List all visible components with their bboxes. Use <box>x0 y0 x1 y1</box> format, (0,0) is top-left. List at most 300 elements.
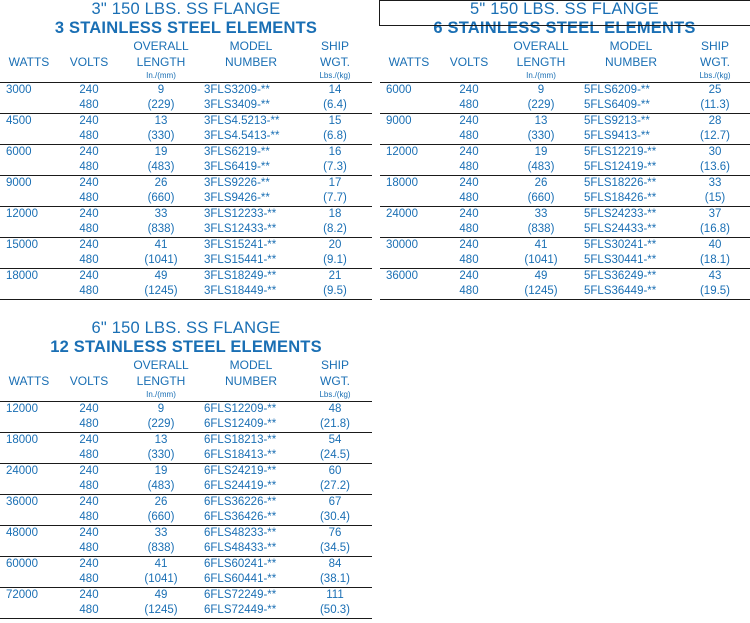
header-length-l1: OVERALL <box>133 358 189 372</box>
watt-group <box>380 207 750 238</box>
model-number-cell: 6FLS48433-** <box>204 542 277 554</box>
header-row <box>380 38 750 83</box>
volts-cell: 240 <box>459 239 479 251</box>
weight-cell: 15 <box>328 115 342 127</box>
weight-cell: (13.6) <box>699 161 731 173</box>
title-line-2: 6 STAINLESS STEEL ELEMENTS <box>433 19 696 37</box>
table-row <box>380 253 750 269</box>
weight-cell: 28 <box>708 115 722 127</box>
header-weight-l1: SHIP <box>320 39 349 53</box>
volts-cell: 480 <box>79 449 99 461</box>
table-row <box>380 222 750 238</box>
model-number-cell: 6FLS60241-** <box>204 558 277 570</box>
spec-table <box>0 38 372 300</box>
watt-group <box>0 176 372 207</box>
header-length-l2: LENGTH <box>136 55 186 69</box>
weight-cell: 37 <box>708 208 722 220</box>
model-number-cell: 6FLS36426-** <box>204 511 277 523</box>
volts-cell: 480 <box>459 99 479 111</box>
watts-cell <box>380 253 438 269</box>
length-cell: (483) <box>147 161 175 173</box>
weight-cell: (8.2) <box>323 223 347 235</box>
table-row <box>0 98 372 114</box>
flange-table-5in <box>380 0 749 300</box>
header-length <box>120 357 202 402</box>
length-cell: 26 <box>154 496 168 508</box>
weight-cell: 54 <box>328 434 342 446</box>
volts-cell: 240 <box>459 146 479 158</box>
table-row <box>0 207 372 223</box>
length-cell: 13 <box>154 115 168 127</box>
volts-cell: 480 <box>459 161 479 173</box>
weight-cell: (7.3) <box>323 161 347 173</box>
watts-cell <box>380 129 438 145</box>
spec-table <box>380 38 750 300</box>
model-number-cell: 5FLS30441-** <box>584 254 657 266</box>
header-weight <box>678 38 750 83</box>
weight-cell: 43 <box>708 270 722 282</box>
watts-cell: 12000 <box>6 208 38 220</box>
watt-group <box>0 402 372 433</box>
header-model <box>582 38 678 83</box>
model-number-cell: 5FLS9213-** <box>584 115 650 127</box>
weight-cell: 84 <box>328 558 342 570</box>
watts-cell: 24000 <box>386 208 418 220</box>
volts-cell: 240 <box>79 403 99 415</box>
model-number-cell: 3FLS9226-** <box>204 177 270 189</box>
title-line-1: 3" 150 LBS. SS FLANGE <box>91 0 281 18</box>
watts-cell: 9000 <box>386 115 412 127</box>
watt-group <box>380 238 750 269</box>
table-title <box>0 319 372 357</box>
watts-cell: 12000 <box>386 146 418 158</box>
length-cell: (1245) <box>524 285 558 297</box>
length-cell: 49 <box>154 589 168 601</box>
header-weight-unit: Lbs./(kg) <box>319 390 351 399</box>
watt-group <box>0 495 372 526</box>
table-row <box>0 160 372 176</box>
header-volts <box>438 38 500 83</box>
volts-cell: 480 <box>79 161 99 173</box>
watts-cell <box>0 284 58 300</box>
length-cell: (838) <box>147 542 175 554</box>
model-number-cell: 3FLS6419-** <box>204 161 270 173</box>
header-length-l1: OVERALL <box>513 39 569 53</box>
title-line-2: 12 STAINLESS STEEL ELEMENTS <box>50 338 322 356</box>
table-row <box>0 572 372 588</box>
model-number-cell: 3FLS12233-** <box>204 208 277 220</box>
volts-cell: 240 <box>459 84 479 96</box>
length-cell: (660) <box>147 511 175 523</box>
table-row <box>0 433 372 449</box>
weight-cell: (6.4) <box>323 99 347 111</box>
length-cell: 13 <box>154 434 168 446</box>
weight-cell: (9.5) <box>323 285 347 297</box>
model-number-cell: 6FLS24219-** <box>204 465 277 477</box>
watts-cell <box>0 541 58 557</box>
volts-cell: 240 <box>79 527 99 539</box>
table-row <box>0 588 372 604</box>
header-weight-unit: Lbs./(kg) <box>699 71 731 80</box>
volts-cell: 480 <box>79 254 99 266</box>
watts-cell <box>0 253 58 269</box>
table-row <box>0 191 372 207</box>
watt-group <box>0 83 372 114</box>
volts-cell: 240 <box>79 208 99 220</box>
table-row <box>0 83 372 99</box>
header-model <box>202 357 298 402</box>
header-model-l1: MODEL <box>229 358 273 372</box>
watts-cell: 18000 <box>6 434 38 446</box>
weight-cell: 18 <box>328 208 342 220</box>
weight-cell: (11.3) <box>700 99 730 111</box>
length-cell: 41 <box>534 239 548 251</box>
watts-cell: 36000 <box>386 270 418 282</box>
watts-cell <box>0 448 58 464</box>
watt-group <box>380 83 750 114</box>
header-weight-l2: WGT. <box>320 55 350 69</box>
flange-table-3in <box>0 0 372 300</box>
volts-cell: 240 <box>79 589 99 601</box>
volts-cell: 240 <box>79 146 99 158</box>
header-length-l1: OVERALL <box>133 39 189 53</box>
header-length-unit: In./(mm) <box>526 71 556 80</box>
table-row <box>0 222 372 238</box>
title-line-1: 6" 150 LBS. SS FLANGE <box>91 319 281 337</box>
volts-cell: 240 <box>459 208 479 220</box>
length-cell: 19 <box>534 146 548 158</box>
table-title <box>0 0 372 38</box>
weight-cell: (30.4) <box>319 511 351 523</box>
model-number-cell: 6FLS12209-** <box>204 403 277 415</box>
length-cell: 9 <box>537 84 545 96</box>
volts-cell: 240 <box>79 84 99 96</box>
header-watts-label: WATTS <box>8 374 50 388</box>
watts-cell: 18000 <box>6 270 38 282</box>
length-cell: (330) <box>527 130 555 142</box>
header-model-l2: NUMBER <box>224 374 277 388</box>
model-number-cell: 6FLS48233-** <box>204 527 277 539</box>
length-cell: 33 <box>534 208 548 220</box>
volts-cell: 480 <box>79 573 99 585</box>
length-cell: (330) <box>147 130 175 142</box>
volts-cell: 240 <box>459 177 479 189</box>
table-row <box>380 284 750 300</box>
watts-cell: 9000 <box>6 177 32 189</box>
weight-cell: 14 <box>328 84 342 96</box>
header-volts-label: VOLTS <box>69 55 109 69</box>
model-number-cell: 5FLS6209-** <box>584 84 650 96</box>
table-row <box>0 145 372 161</box>
length-cell: 19 <box>154 146 168 158</box>
length-cell: 26 <box>154 177 168 189</box>
length-cell: (330) <box>147 449 175 461</box>
header-watts <box>0 357 58 402</box>
table-row <box>0 526 372 542</box>
header-model-l1: MODEL <box>229 39 273 53</box>
weight-cell: 111 <box>326 589 344 601</box>
table-row <box>380 207 750 223</box>
length-cell: (229) <box>527 99 555 111</box>
table-row <box>0 448 372 464</box>
weight-cell: 40 <box>708 239 722 251</box>
weight-cell: 25 <box>708 84 722 96</box>
watt-group <box>380 269 750 300</box>
watts-cell <box>380 222 438 238</box>
weight-cell: 60 <box>328 465 342 477</box>
volts-cell: 480 <box>79 604 99 616</box>
model-number-cell: 6FLS18213-** <box>204 434 277 446</box>
watt-group <box>0 114 372 145</box>
model-number-cell: 5FLS24233-** <box>584 208 657 220</box>
header-length-unit: In./(mm) <box>146 390 176 399</box>
length-cell: (838) <box>527 223 555 235</box>
weight-cell: (21.8) <box>319 418 351 430</box>
watts-cell: 30000 <box>386 239 418 251</box>
volts-cell: 480 <box>459 223 479 235</box>
watt-group <box>380 176 750 207</box>
weight-cell: (18.1) <box>699 254 731 266</box>
weight-cell: (9.1) <box>323 254 347 266</box>
header-length-unit: In./(mm) <box>146 71 176 80</box>
weight-cell: (27.2) <box>319 480 351 492</box>
table-row <box>0 238 372 254</box>
watt-group <box>0 238 372 269</box>
table-row <box>0 464 372 480</box>
length-cell: (229) <box>147 418 175 430</box>
watts-cell <box>0 222 58 238</box>
watts-cell <box>0 129 58 145</box>
header-length-l2: LENGTH <box>136 374 186 388</box>
table-row <box>0 510 372 526</box>
volts-cell: 480 <box>459 285 479 297</box>
table-row <box>0 129 372 145</box>
model-number-cell: 6FLS18413-** <box>204 449 277 461</box>
length-cell: 49 <box>154 270 168 282</box>
model-number-cell: 3FLS18249-** <box>204 270 277 282</box>
table-row <box>380 269 750 285</box>
header-length-l2: LENGTH <box>516 55 566 69</box>
volts-cell: 480 <box>79 542 99 554</box>
model-number-cell: 3FLS15241-** <box>204 239 277 251</box>
model-number-cell: 3FLS4.5213-** <box>204 115 280 127</box>
model-number-cell: 3FLS15441-** <box>204 254 277 266</box>
volts-cell: 480 <box>79 285 99 297</box>
volts-cell: 240 <box>79 465 99 477</box>
table-row <box>380 98 750 114</box>
watts-cell <box>0 98 58 114</box>
table-row <box>0 541 372 557</box>
model-number-cell: 3FLS18449-** <box>204 285 277 297</box>
volts-cell: 480 <box>79 99 99 111</box>
watts-cell <box>0 510 58 526</box>
table-row <box>380 83 750 99</box>
length-cell: 41 <box>154 239 168 251</box>
length-cell: 19 <box>154 465 168 477</box>
model-number-cell: 5FLS18226-** <box>584 177 657 189</box>
watt-group <box>0 207 372 238</box>
table-row <box>0 114 372 130</box>
header-weight <box>298 357 372 402</box>
watts-cell: 12000 <box>6 403 38 415</box>
model-number-cell: 3FLS6219-** <box>204 146 270 158</box>
volts-cell: 240 <box>79 270 99 282</box>
volts-cell: 480 <box>79 130 99 142</box>
watts-cell: 3000 <box>6 84 32 96</box>
table-row <box>0 479 372 495</box>
model-number-cell: 6FLS36226-** <box>204 496 277 508</box>
watts-cell: 4500 <box>6 115 32 127</box>
header-row <box>0 38 372 83</box>
volts-cell: 240 <box>459 115 479 127</box>
table-row <box>0 176 372 192</box>
header-volts-label: VOLTS <box>449 55 489 69</box>
header-weight-l2: WGT. <box>320 374 350 388</box>
volts-cell: 480 <box>459 130 479 142</box>
weight-cell: (24.5) <box>319 449 351 461</box>
header-volts <box>58 38 120 83</box>
watt-group <box>0 588 372 619</box>
length-cell: (1245) <box>144 285 178 297</box>
model-number-cell: 5FLS12419-** <box>584 161 657 173</box>
table-row <box>380 176 750 192</box>
header-watts-label: WATTS <box>8 55 50 69</box>
watt-group <box>0 433 372 464</box>
weight-cell: 67 <box>328 496 342 508</box>
watts-cell: 15000 <box>6 239 38 251</box>
length-cell: 9 <box>157 403 165 415</box>
flange-table-6in <box>0 319 372 619</box>
volts-cell: 240 <box>459 270 479 282</box>
length-cell: (1041) <box>144 254 178 266</box>
header-watts <box>380 38 438 83</box>
table-frame <box>379 0 750 26</box>
weight-cell: 33 <box>708 177 722 189</box>
volts-cell: 480 <box>459 192 479 204</box>
table-row <box>0 557 372 573</box>
length-cell: (838) <box>147 223 175 235</box>
model-number-cell: 6FLS72249-** <box>204 589 277 601</box>
header-model <box>202 38 298 83</box>
weight-cell: 30 <box>708 146 722 158</box>
table-row <box>380 238 750 254</box>
watt-group <box>0 526 372 557</box>
header-volts-label: VOLTS <box>69 374 109 388</box>
length-cell: (483) <box>147 480 175 492</box>
table-row <box>0 603 372 619</box>
volts-cell: 240 <box>79 558 99 570</box>
volts-cell: 480 <box>79 418 99 430</box>
model-number-cell: 5FLS12219-** <box>584 146 657 158</box>
watt-group <box>0 269 372 300</box>
header-weight-unit: Lbs./(kg) <box>319 71 351 80</box>
model-number-cell: 5FLS24433-** <box>584 223 657 235</box>
watts-cell: 48000 <box>6 527 38 539</box>
weight-cell: 21 <box>328 270 342 282</box>
watts-cell <box>0 191 58 207</box>
weight-cell: 48 <box>328 403 342 415</box>
weight-cell: (7.7) <box>323 192 347 204</box>
header-length <box>120 38 202 83</box>
header-model-l1: MODEL <box>609 39 653 53</box>
header-weight-l1: SHIP <box>320 358 349 372</box>
volts-cell: 480 <box>79 192 99 204</box>
weight-cell: (6.8) <box>323 130 347 142</box>
header-weight-l1: SHIP <box>700 39 729 53</box>
model-number-cell: 6FLS72449-** <box>204 604 277 616</box>
watt-group <box>0 145 372 176</box>
weight-cell: (12.7) <box>699 130 731 142</box>
model-number-cell: 5FLS36249-** <box>584 270 657 282</box>
header-weight-l2: WGT. <box>700 55 730 69</box>
weight-cell: (38.1) <box>319 573 351 585</box>
title-line-2: 3 STAINLESS STEEL ELEMENTS <box>54 19 318 37</box>
length-cell: (229) <box>147 99 175 111</box>
model-number-cell: 6FLS24419-** <box>204 480 277 492</box>
volts-cell: 240 <box>79 115 99 127</box>
model-number-cell: 5FLS36449-** <box>584 285 657 297</box>
table-row <box>0 284 372 300</box>
length-cell: (1041) <box>524 254 558 266</box>
weight-cell: (34.5) <box>319 542 351 554</box>
length-cell: 33 <box>154 527 168 539</box>
title-line-1: 5" 150 LBS. SS FLANGE <box>470 0 659 18</box>
model-number-cell: 5FLS30241-** <box>584 239 657 251</box>
table-row <box>380 145 750 161</box>
watts-cell <box>380 284 438 300</box>
volts-cell: 480 <box>79 511 99 523</box>
weight-cell: (15) <box>704 192 726 204</box>
header-volts <box>58 357 120 402</box>
model-number-cell: 3FLS12433-** <box>204 223 277 235</box>
model-number-cell: 3FLS9426-** <box>204 192 270 204</box>
volts-cell: 240 <box>79 177 99 189</box>
model-number-cell: 6FLS60441-** <box>204 573 277 585</box>
spec-table <box>0 357 372 619</box>
volts-cell: 480 <box>79 480 99 492</box>
table-row <box>380 114 750 130</box>
weight-cell: (19.5) <box>699 285 731 297</box>
header-length <box>500 38 582 83</box>
header-watts <box>0 38 58 83</box>
watts-cell: 6000 <box>6 146 32 158</box>
volts-cell: 240 <box>79 496 99 508</box>
weight-cell: (16.8) <box>699 223 731 235</box>
table-row <box>380 129 750 145</box>
watts-cell <box>0 417 58 433</box>
watt-group <box>380 114 750 145</box>
watts-cell <box>380 191 438 207</box>
model-number-cell: 3FLS4.5413-** <box>204 130 280 142</box>
watts-cell: 72000 <box>6 589 38 601</box>
watt-group <box>0 464 372 495</box>
watts-cell: 18000 <box>386 177 418 189</box>
table-row <box>380 160 750 176</box>
weight-cell: (50.3) <box>319 604 351 616</box>
table-row <box>0 495 372 511</box>
table-row <box>0 269 372 285</box>
volts-cell: 240 <box>79 434 99 446</box>
model-number-cell: 3FLS3209-** <box>204 84 270 96</box>
length-cell: (1245) <box>144 604 178 616</box>
table-row <box>0 253 372 269</box>
length-cell: 13 <box>534 115 548 127</box>
watts-cell <box>380 98 438 114</box>
table-row <box>380 191 750 207</box>
volts-cell: 480 <box>79 223 99 235</box>
watts-cell: 6000 <box>386 84 412 96</box>
header-weight <box>298 38 372 83</box>
